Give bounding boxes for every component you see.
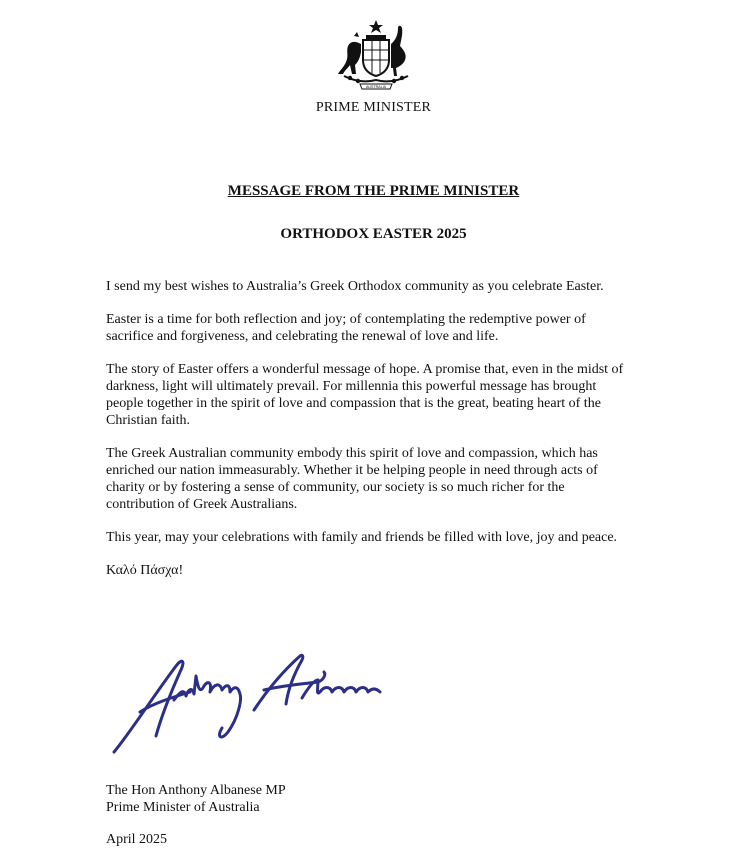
paragraph: The story of Easter offers a wonderful message of hope. A promise that, even in the midst of darkness, light will ultimately prevail. For millennia this powerful message has brought people together in the spirit of love and compassion that is the great, beating heart of the Christian faith. bbox=[106, 362, 624, 428]
message-body bbox=[106, 278, 636, 579]
letter-date: April 2025 bbox=[106, 832, 168, 847]
signoff-name: The Hon Anthony Albanese MP bbox=[106, 783, 286, 798]
coat-of-arms-icon bbox=[330, 18, 422, 92]
message-subtitle: ORTHODOX EASTER 2025 bbox=[280, 226, 467, 242]
signoff-block bbox=[106, 782, 286, 816]
office-title: PRIME MINISTER bbox=[315, 100, 432, 115]
paragraph: The Greek Australian community embody this spirit of love and compassion, which has enriched our nation immeasurably. Whether it be helping people in need through acts of charity or by fostering a sense of community, our society is so much richer for the contribution of Greek Australians. bbox=[106, 446, 598, 512]
crest-motto: AUSTRALIA bbox=[366, 85, 386, 90]
signature bbox=[104, 640, 394, 758]
paragraph: Easter is a time for both reflection and joy; of contemplating the redemptive power of sacrifice and forgiveness, and celebrating the renewal of love and life. bbox=[106, 312, 586, 344]
signoff-role: Prime Minister of Australia bbox=[106, 800, 260, 815]
greeting: Καλό Πάσχα! bbox=[106, 563, 184, 578]
paragraph: I send my best wishes to Australia’s Greek Orthodox community as you celebrate Easter. bbox=[106, 279, 604, 294]
paragraph: This year, may your celebrations with family and friends be filled with love, joy and peace. bbox=[106, 530, 618, 545]
message-title: MESSAGE FROM THE PRIME MINISTER bbox=[227, 183, 520, 199]
